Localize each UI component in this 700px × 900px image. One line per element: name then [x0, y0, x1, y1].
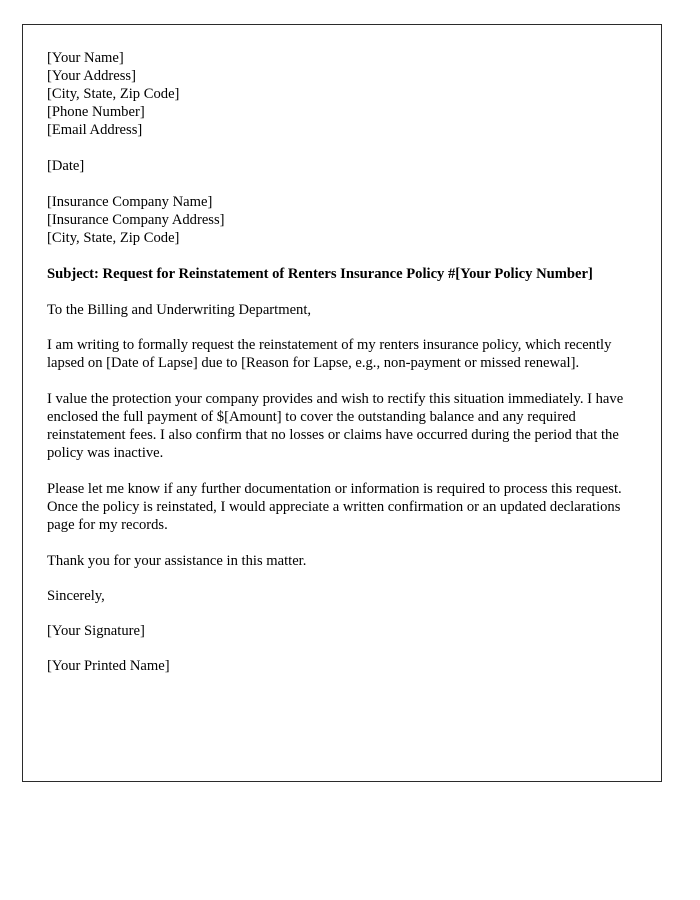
sender-street: [Your Address] [47, 68, 136, 84]
sender-name: [Your Name] [47, 50, 124, 66]
letter-page-frame [22, 24, 662, 782]
salutation: To the Billing and Underwriting Department, [47, 302, 312, 318]
recipient-address-block [47, 193, 627, 247]
sender-phone: [Phone Number] [47, 104, 145, 120]
closing-block [47, 587, 627, 675]
letter-date: [Date] [47, 158, 85, 174]
body-paragraph-3: Please let me know if any further documentation or information is required to process this request. Once the policy is reinstated, I would appreciate a written confirmation or an updated declarations page for my records. [47, 480, 622, 534]
sender-city-state-zip: [City, State, Zip Code] [47, 86, 180, 102]
body-paragraph-1: I am writing to formally request the reinstatement of my renters insurance policy, which recently lapsed on [Date of Lapse] due to [Reason for Lapse, e.g., non-payment or missed renewal]. [47, 337, 612, 372]
signature-placeholder: [Your Signature] [47, 622, 145, 639]
spacer-after-sender [47, 139, 627, 157]
sender-address-block [47, 49, 627, 139]
printed-name-placeholder: [Your Printed Name] [47, 657, 170, 674]
recipient-company-name: [Insurance Company Name] [47, 194, 213, 210]
subject-line: Subject: Request for Reinstatement of Renters Insurance Policy #[Your Policy Number] [47, 266, 593, 282]
spacer-after-date [47, 175, 627, 193]
recipient-company-address: [Insurance Company Address] [47, 212, 225, 228]
letter-content [47, 49, 627, 675]
recipient-city-state-zip: [City, State, Zip Code] [47, 230, 180, 246]
body-paragraph-4: Thank you for your assistance in this matter. [47, 552, 307, 569]
body-paragraph-2: I value the protection your company provides and wish to rectify this situation immediately. I have enclosed the full payment of $[Amount] to cover the outstanding balance and any required reinstatement fees. I also confirm that no losses or claims have occurred during the period that the policy was inactive. [47, 390, 624, 462]
sender-email: [Email Address] [47, 122, 143, 138]
valediction: Sincerely, [47, 587, 105, 604]
